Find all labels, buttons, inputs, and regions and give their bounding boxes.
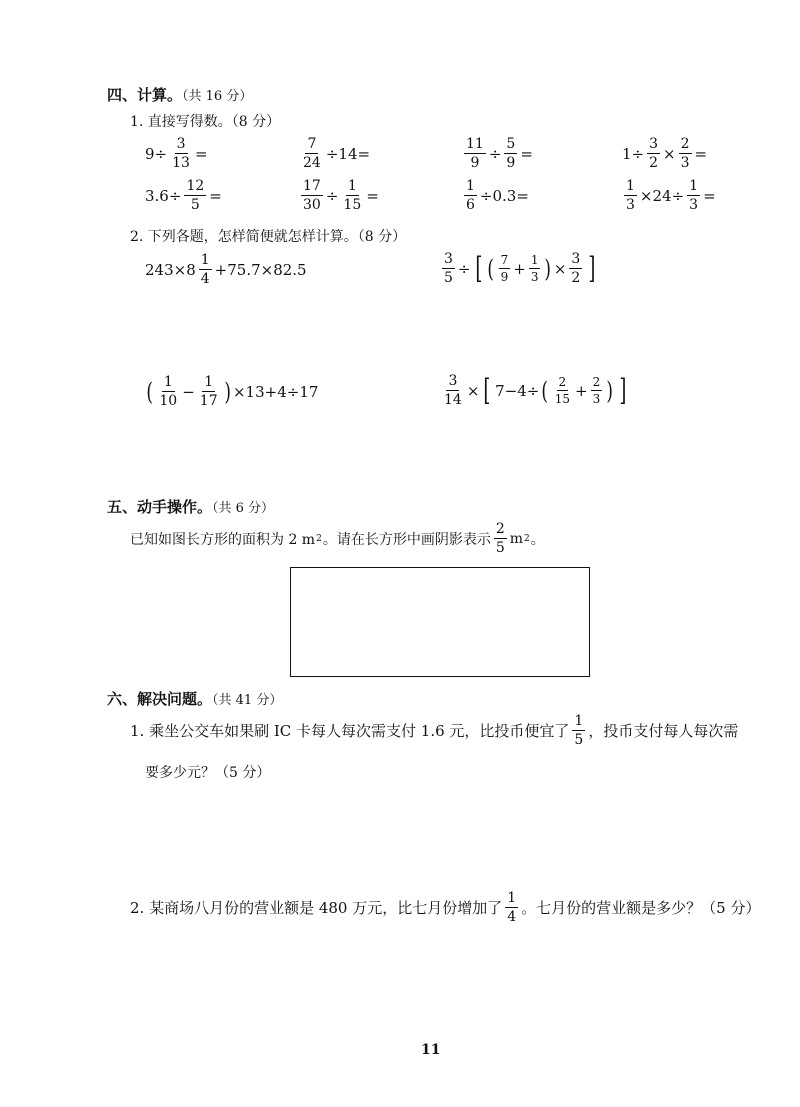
numerator: 1 — [507, 890, 517, 906]
denominator: 6 — [466, 197, 475, 213]
numerator: 17 — [303, 178, 321, 194]
text: 。请在长方形中画阴影表示 — [322, 531, 491, 548]
text: 2. 某商场八月份的营业额是 480 万元，比七月份增加了 — [130, 899, 503, 917]
denominator: 5 — [190, 197, 200, 213]
numerator: 12 — [186, 178, 205, 194]
expr-text: ÷14= — [325, 144, 371, 163]
expr-text: 243×8 — [145, 260, 196, 279]
denominator: 2 — [649, 155, 659, 171]
denominator: 14 — [444, 392, 462, 408]
operator: ×24÷ — [639, 186, 685, 205]
fraction — [157, 375, 179, 408]
fraction — [341, 179, 363, 212]
numerator: 3 — [176, 136, 186, 152]
right-paren: ) — [224, 377, 231, 406]
expr-text: = — [194, 144, 208, 163]
left-paren: ( — [146, 377, 153, 406]
numerator: 5 — [506, 136, 516, 152]
operator: ÷ — [325, 186, 339, 205]
denominator: 5 — [495, 540, 505, 556]
section-4-points: （共 16 分） — [182, 89, 253, 104]
denominator: 3 — [680, 155, 690, 171]
expr-text: = — [366, 186, 379, 205]
numerator: 7 — [307, 136, 317, 152]
denominator: 2 — [571, 270, 581, 286]
expr-text: 9÷ — [145, 144, 168, 163]
denominator: 3 — [592, 392, 601, 406]
fraction — [184, 179, 206, 212]
fraction — [679, 137, 692, 170]
denominator: 3 — [530, 270, 539, 284]
numerator: 2 — [558, 375, 567, 389]
denominator: 9 — [506, 155, 516, 171]
operator: + — [513, 259, 526, 278]
expr-text: ÷0.3= — [479, 186, 529, 205]
expr-text: 3.6÷ — [145, 186, 182, 205]
superscript: 2 — [316, 533, 322, 544]
fraction — [442, 252, 455, 285]
expr-text: ×13+4÷17 — [232, 382, 319, 401]
left-bracket: [ — [483, 372, 491, 408]
section-5-points: （共 6 分） — [212, 501, 275, 516]
numerator: 3 — [571, 251, 581, 267]
fraction — [572, 714, 585, 747]
fraction — [198, 375, 220, 408]
numerator: 1 — [200, 252, 210, 268]
denominator: 17 — [199, 393, 218, 409]
numerator: 3 — [649, 136, 659, 152]
fraction — [624, 179, 637, 212]
section-4-title: 四、计算。 — [107, 86, 183, 104]
denominator: 15 — [554, 392, 571, 406]
q2-expr-3 — [145, 375, 318, 408]
fraction — [504, 137, 517, 170]
q2-expr-1 — [145, 253, 307, 286]
fraction — [553, 376, 572, 405]
q2-title: 2. 下列各题，怎样简便就怎样计算。（8 分） — [130, 229, 407, 245]
numerator: 11 — [466, 136, 484, 152]
q1-r2c2 — [299, 179, 379, 212]
fraction — [647, 137, 660, 170]
rectangle-drawing-area[interactable] — [290, 567, 590, 677]
page-number: 11 — [421, 1042, 441, 1058]
denominator: 3 — [626, 197, 635, 213]
numerator: 1 — [163, 374, 173, 390]
q1-r2c4 — [622, 179, 716, 212]
fraction — [687, 179, 700, 212]
expr-text: 7−4÷ — [495, 381, 540, 400]
fraction — [464, 179, 477, 212]
fraction — [301, 179, 323, 212]
expr-text: = — [694, 144, 708, 163]
right-paren: ) — [606, 376, 614, 405]
section-6-title: 六、解决问题。 — [107, 690, 213, 708]
numerator: 2 — [495, 521, 505, 537]
expr-text: = — [703, 186, 716, 205]
numerator: 1 — [530, 253, 539, 267]
superscript: 2 — [524, 533, 530, 544]
q1-r1c3 — [462, 137, 533, 170]
section-5-title: 五、动手操作。 — [107, 498, 213, 516]
fraction — [569, 252, 582, 285]
q1-r2c1 — [145, 179, 222, 212]
problem-1-line-2: 要多少元？（5 分） — [145, 765, 271, 781]
numerator: 2 — [680, 136, 690, 152]
expr-text: +75.7×82.5 — [214, 260, 307, 279]
denominator: 24 — [303, 155, 321, 171]
denominator: 4 — [507, 909, 517, 925]
operator: × — [553, 259, 567, 278]
fraction — [591, 376, 603, 405]
operator: ÷ — [488, 144, 502, 163]
problem-1-line-1 — [130, 714, 738, 747]
numerator: 1 — [689, 178, 699, 194]
q1-title: 1. 直接写得数。（8 分） — [130, 114, 281, 130]
q2-expr-2 — [440, 252, 599, 285]
denominator: 9 — [500, 270, 509, 284]
left-paren: ( — [541, 376, 549, 405]
denominator: 13 — [172, 155, 190, 171]
q1-r2c3 — [462, 179, 529, 212]
fraction — [499, 254, 511, 283]
text: 已知如图长方形的面积为 2 m — [130, 531, 316, 548]
fraction — [199, 253, 212, 286]
numerator: 1 — [204, 374, 214, 390]
text: m — [509, 530, 524, 547]
operator: × — [663, 144, 676, 163]
expr-text: = — [520, 144, 533, 163]
problem-2 — [130, 891, 761, 924]
denominator: 4 — [200, 271, 210, 287]
section-5-text — [130, 522, 545, 555]
left-paren: ( — [487, 254, 495, 283]
fraction — [442, 374, 464, 407]
operator: − — [182, 382, 195, 401]
section-5-heading — [107, 496, 274, 517]
operator: ÷ — [457, 259, 471, 278]
numerator: 1 — [347, 178, 357, 194]
fraction — [505, 891, 518, 924]
numerator: 7 — [500, 253, 509, 267]
fraction — [494, 522, 507, 555]
right-bracket: ] — [618, 372, 626, 408]
numerator: 1 — [574, 713, 584, 729]
denominator: 30 — [303, 197, 321, 213]
fraction — [464, 137, 486, 170]
denominator: 15 — [343, 197, 362, 213]
operator: × — [466, 381, 480, 400]
section-6-heading — [107, 688, 282, 709]
numerator: 3 — [448, 373, 458, 389]
text: ，投币支付每人每次需 — [588, 722, 739, 740]
text: 。 — [530, 531, 545, 548]
expr-text: = — [209, 186, 222, 205]
q2-expr-4 — [440, 374, 629, 407]
q1-r1c4 — [622, 137, 707, 170]
right-bracket: ] — [588, 250, 596, 286]
denominator: 10 — [159, 393, 178, 409]
denominator: 5 — [444, 270, 453, 286]
numerator: 1 — [466, 178, 475, 194]
numerator: 3 — [444, 251, 453, 267]
numerator: 1 — [626, 178, 635, 194]
fraction — [301, 137, 323, 170]
right-paren: ) — [544, 254, 552, 283]
fraction — [170, 137, 192, 170]
q1-r1c1 — [145, 137, 208, 170]
fraction — [529, 254, 541, 283]
denominator: 9 — [470, 155, 480, 171]
denominator: 3 — [689, 197, 699, 213]
section-4-heading — [107, 84, 252, 105]
left-bracket: [ — [474, 250, 482, 286]
expr-text: 1÷ — [622, 144, 645, 163]
operator: + — [575, 381, 588, 400]
numerator: 2 — [592, 375, 601, 389]
q1-r1c2 — [299, 137, 370, 170]
section-6-points: （共 41 分） — [212, 693, 283, 708]
denominator: 5 — [574, 732, 584, 748]
text: 1. 乘坐公交车如果刷 IC 卡每人每次需支付 1.6 元，比投币便宜了 — [130, 722, 570, 740]
text: 。七月份的营业额是多少？（5 分） — [521, 899, 761, 917]
